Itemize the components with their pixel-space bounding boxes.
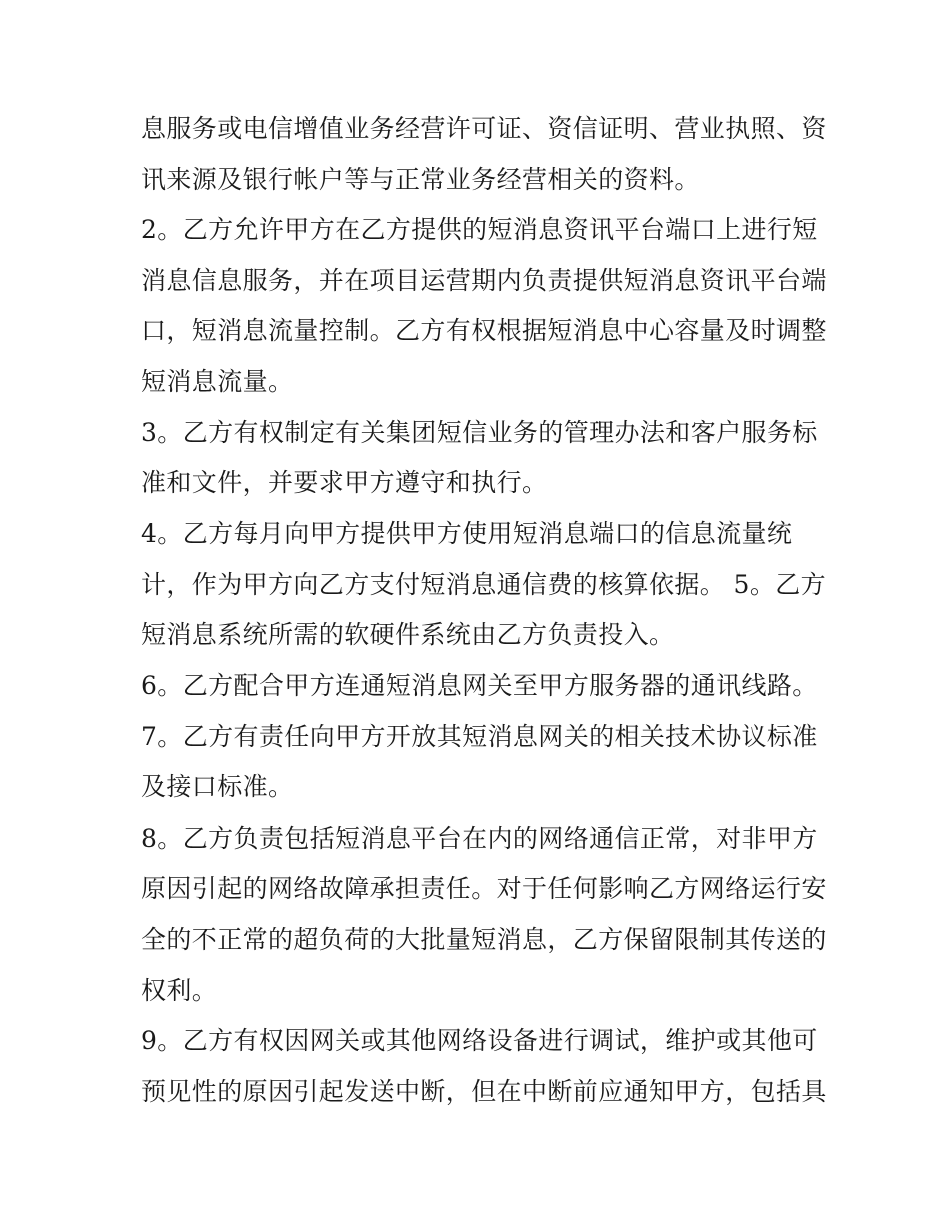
- text-line: 7。乙方有责任向甲方开放其短消息网关的相关技术协议标准: [141, 722, 818, 751]
- text-line: 口，短消息流量控制。乙方有权根据短消息中心容量及时调整: [141, 316, 827, 345]
- text-line: 讯来源及银行帐户等与正常业务经营相关的资料。: [141, 165, 700, 194]
- text-line: 计，作为甲方向乙方支付短消息通信费的核算依据。 5。乙方: [141, 570, 827, 599]
- text-line: 全的不正常的超负荷的大批量短消息，乙方保留限制其传送的: [141, 925, 827, 954]
- text-line: 6。乙方配合甲方连通短消息网关至甲方服务器的通讯线路。: [141, 671, 818, 700]
- text-line: 2。乙方允许甲方在乙方提供的短消息资讯平台端口上进行短: [141, 215, 818, 244]
- text-line: 权利。: [141, 976, 218, 1005]
- text-line: 预见性的原因引起发送中断，但在中断前应通知甲方，包括具: [141, 1077, 827, 1106]
- text-line: 准和文件，并要求甲方遵守和执行。: [141, 468, 548, 497]
- text-line: 4。乙方每月向甲方提供甲方使用短消息端口的信息流量统: [141, 519, 793, 548]
- text-line: 消息信息服务，并在项目运营期内负责提供短消息资讯平台端: [141, 266, 827, 295]
- text-line: 8。乙方负责包括短消息平台在内的网络通信正常，对非甲方: [141, 824, 818, 853]
- text-line: 息服务或电信增值业务经营许可证、资信证明、营业执照、资: [141, 114, 827, 143]
- text-line: 9。乙方有权因网关或其他网络设备进行调试，维护或其他可: [141, 1026, 818, 1055]
- text-line: 短消息系统所需的软硬件系统由乙方负责投入。: [141, 620, 675, 649]
- text-line: 3。乙方有权制定有关集团短信业务的管理办法和客户服务标: [141, 418, 818, 447]
- text-line: 原因引起的网络故障承担责任。对于任何影响乙方网络运行安: [141, 874, 827, 903]
- text-line: 短消息流量。: [141, 367, 294, 396]
- text-line: 及接口标准。: [141, 772, 294, 801]
